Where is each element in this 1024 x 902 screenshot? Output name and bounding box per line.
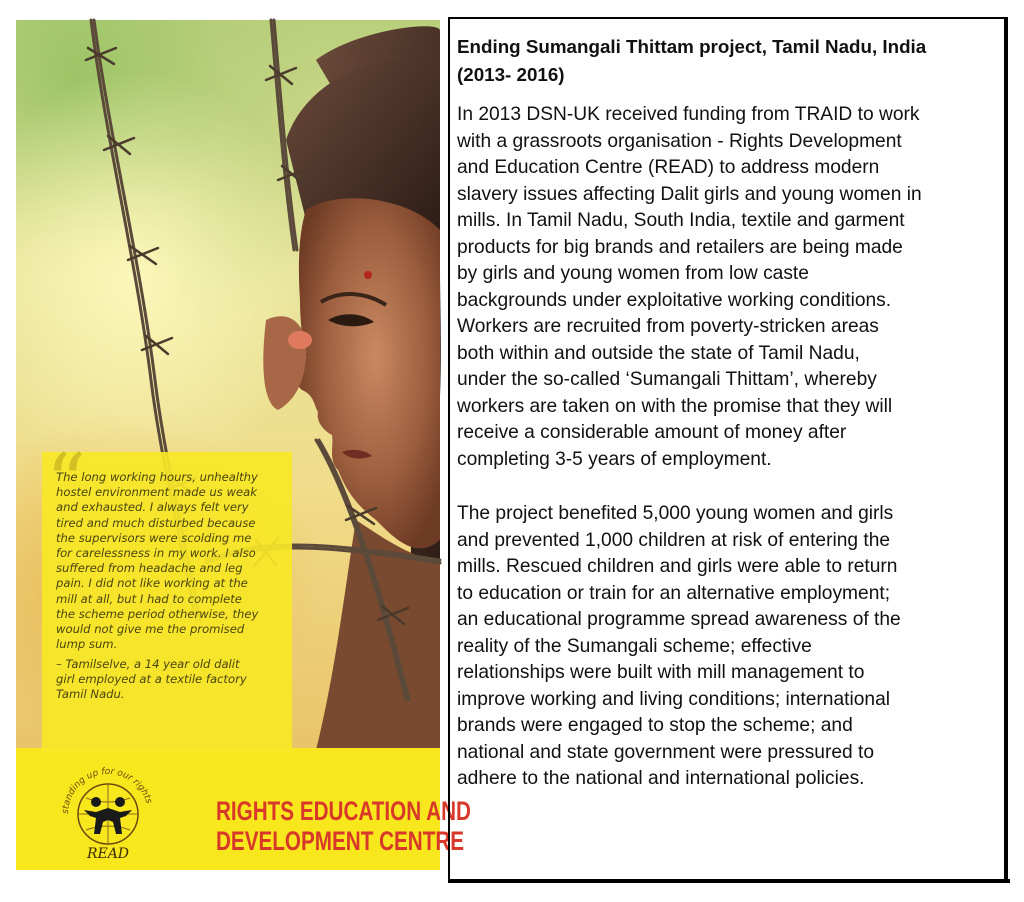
org-name-clip [216, 796, 471, 860]
testimony-quote: The long working hours, unhealthy hostel environment made us weak and exhausted. I always felt very tired and much disturbed because the supervisors were scolding me for carelessness in my work. I also suffered from headache and leg pain. I did not like working at the mill at all, but I had to complete the scheme period otherwise, they would not give me the promised lump sum. [56, 470, 259, 652]
article-title: Ending Sumangali Thittam project, Tamil Nadu, India (2013- 2016) [457, 36, 927, 85]
svg-text:standing up for our rights [61, 767, 154, 814]
article-content [457, 33, 997, 793]
logo-text: READ [86, 846, 130, 862]
quote-mark-icon: “ [46, 438, 86, 528]
article-box [448, 17, 1004, 879]
poster-image [16, 20, 471, 870]
logo-ring-text: standing up for our rights [60, 766, 154, 815]
testimony-attribution: – Tamilselve, a 14 year old dalit girl employed at a textile factory Tamil Nadu. [56, 657, 247, 702]
article-paragraph-1: In 2013 DSN-UK received funding from TRAID to work with a grassroots organisation - Rights Development and Education Centre (READ) to address modern slavery issues affecting Dalit girls and young women in mills. In Tamil Nadu, South India, textile and garment products for big brands and retailers are being made by girls and young women from low caste backgrounds under exploitative working conditions. Workers are recruited from poverty-stricken areas both within and outside the state of Tamil Nadu, under the so-called ‘Sumangali Thittam’, whereby workers are taken on with the promise that they will receive a considerable amount of money after completing 3-5 years of employment. [457, 104, 922, 470]
box-shadow-right [1004, 17, 1008, 883]
article-paragraph-2: The project benefited 5,000 young women and girls and prevented 1,000 children at risk of entering the mills. Rescued children and girls were able to return to education or train for an alternative employment; an educational programme spread awareness of the reality of the Sumangali scheme; effective relationships were built with mill management to improve working and living conditions; international brands were engaged to stop the scheme; and national and state government were pressured to adhere to the national and international policies. [457, 503, 901, 789]
read-logo [56, 762, 160, 866]
box-shadow-bottom [448, 879, 1010, 883]
org-name: RIGHTS EDUCATION AND DEVELOPMENT CENTRE [216, 796, 471, 856]
